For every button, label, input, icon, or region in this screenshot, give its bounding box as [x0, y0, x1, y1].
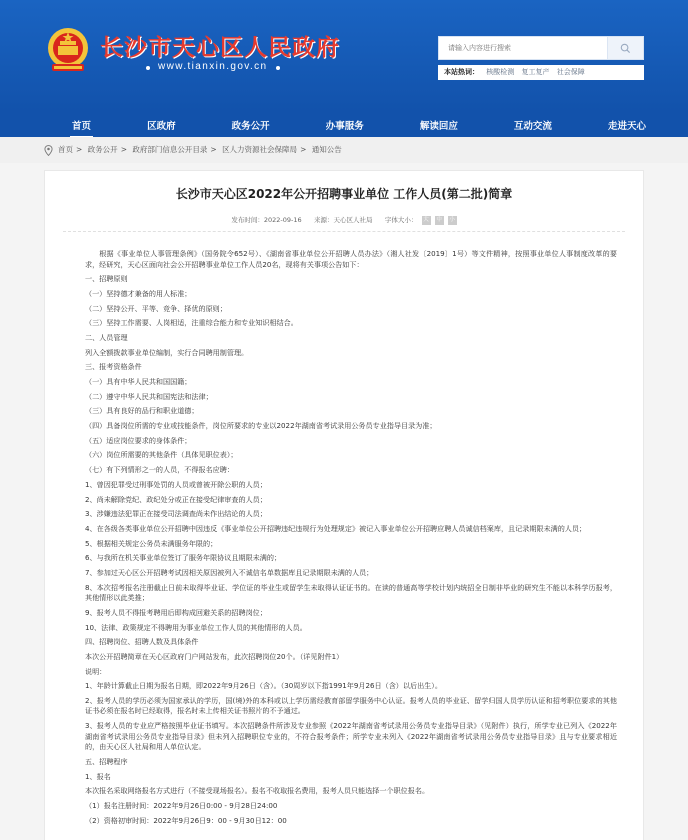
nav-about[interactable]: 走进天心: [607, 120, 646, 132]
publish-date: 发布时间：2022-09-16: [231, 216, 302, 224]
article-paragraph: 3、报考人员的专业应严格按照毕业证书填写。本次招聘条件所涉及专业参照《2022年湖南省考试录用公务员专业指导目录》（见附件）执行，所学专业已列入《2022年湖南省考试录用公务员专业指导目录》但未列入招聘职位专业的，不符合报考条件；所学专业未列入《2022年湖南省考试录用公务员专业指导目录》且与专业要求相近的，由天心区人社局和用人单位认定。: [85, 721, 617, 752]
site-url: [158, 61, 268, 72]
hot-word-link[interactable]: 核酸检测: [486, 68, 515, 76]
site-header: [0, 0, 688, 112]
national-emblem-icon: [46, 26, 90, 74]
dot-icon: [146, 66, 150, 70]
hot-word-link[interactable]: 复工复产: [521, 68, 550, 76]
hot-words-bar: [438, 65, 644, 80]
article-paragraph: 9、报考人员不得报考聘用后即构成回避关系的招聘岗位；: [85, 607, 267, 617]
article-paragraph: 四、招聘岗位、招聘人数及具体条件: [85, 637, 199, 647]
article-source: 来源：天心区人社局: [314, 216, 373, 224]
article-paragraph: 一、招聘原则: [85, 274, 128, 284]
article-paragraph: 五、招聘程序: [85, 756, 128, 766]
article-paragraph: （三）坚持工作需要、人岗相适，注重综合能力和专业知识相结合。: [85, 318, 298, 328]
site-url-text: www.tianxin.gov.cn: [158, 61, 268, 72]
hot-word-link[interactable]: 社会保障: [556, 68, 585, 76]
breadcrumb: 首页 > 政务公开 > 政府部门信息公开目录 > 区人力资源社会保障局 > 通知公告: [0, 137, 688, 163]
dot-icon: [276, 66, 280, 70]
site-title[interactable]: 长沙市天心区人民政府: [100, 34, 340, 61]
article-paragraph: （四）具备岗位所需的专业或技能条件，岗位所要求的专业以2022年湖南省考试录用公务员专业指导目录为准；: [85, 421, 437, 431]
article-body: [85, 249, 617, 830]
article-paragraph: 列入全额拨款事业单位编制，实行合同聘用制管理。: [85, 347, 249, 357]
article-paragraph: （一）具有中华人民共和国国籍；: [85, 377, 192, 386]
article-paragraph: 10、法律、政策规定不得聘用为事业单位工作人员的其他情形的人员。: [85, 622, 307, 632]
article-paragraph: 2、报考人员的学历必须为国家承认的学历，国(境)外的本科或以上学历需经教育部留学服务中心认证。报考人员的毕业证、留学归国人员学历认证和招考职位要求的其他证书必须在报名时已经取得，报名时未上传相关证书照片的不予通过。: [85, 695, 617, 716]
nav-interpretation[interactable]: 解读回应: [419, 120, 458, 132]
article-paragraph: 本次报名采取网络报名方式进行（不接受现场报名）。报名不收取报名费用，报考人员只能选择一个职位报名。: [85, 786, 430, 796]
search-button[interactable]: [607, 37, 643, 59]
breadcrumb-item[interactable]: 政府部门信息公开目录: [132, 145, 208, 154]
article-paragraph: 2、尚未解除党纪、政纪处分或正在接受纪律审查的人员；: [85, 494, 267, 504]
article-paragraph: （五）适应岗位要求的身体条件；: [85, 435, 192, 445]
divider: [63, 231, 625, 232]
article-panel: [44, 170, 644, 840]
article-paragraph: （二）坚持公开、平等、竞争、择优的原则；: [85, 303, 227, 313]
article-paragraph: （一）坚持德才兼备的用人标准；: [85, 288, 192, 298]
article-paragraph: 1、年龄计算截止日期为报名日期，即2022年9月26日（含）。（30周岁以下指1991年9月26日（含）以后出生）。: [85, 681, 442, 691]
article-paragraph: （2）资格初审时间：2022年9月26日9：00 - 9月30日12：00: [85, 815, 287, 825]
nav-government-affairs[interactable]: 政务公开: [231, 120, 270, 132]
article-paragraph: 说明：: [85, 666, 107, 676]
article-paragraph: 6、与我所在机关事业单位签订了服务年限协议且期限未满的；: [85, 553, 282, 563]
article-paragraph: 1、报名: [85, 771, 111, 781]
article-paragraph: （二）遵守中华人民共和国宪法和法律；: [85, 391, 213, 401]
font-size-label: 字体大小：: [384, 216, 418, 224]
article-paragraph: 3、涉嫌违法犯罪正在接受司法调查尚未作出结论的人员；: [85, 509, 267, 519]
article-paragraph: 8、本次招考报名注册截止日前未取得毕业证、学位证的毕业生或留学生未取得认证证书的。在读的普通高等学校计划内统招全日制非毕业的研究生不能以本科学历报考，其他情形以此类推；: [85, 582, 617, 603]
article-paragraph: 4、在各级各类事业单位公开招聘中因违反《事业单位公开招聘违纪违规行为处理规定》被记入事业单位公开招聘应聘人员诚信档案库，且记录期限未满的人员；: [85, 523, 587, 533]
article-meta: [45, 215, 643, 225]
article-paragraph: 1、曾因犯罪受过刑事处罚的人员或曾被开除公职的人员；: [85, 479, 267, 489]
breadcrumb-item[interactable]: 首页: [58, 145, 73, 154]
article-paragraph: 5、根据相关规定公务员未满服务年限的；: [85, 538, 218, 548]
nav-home[interactable]: 首页: [72, 118, 91, 132]
article-paragraph: 三、报考资格条件: [85, 362, 142, 372]
article-title: 长沙市天心区2022年公开招聘事业单位 工作人员(第二批)简章: [175, 187, 513, 201]
article-paragraph: （1）报名注册时间：2022年9月26日0:00 - 9月28日24:00: [85, 800, 278, 810]
search-box: [438, 36, 644, 60]
article-paragraph: （七）有下列情形之一的人员，不得报名应聘：: [85, 465, 234, 475]
breadcrumb-item[interactable]: 区人力资源社会保障局: [222, 145, 298, 154]
nav-services[interactable]: 办事服务: [325, 120, 364, 132]
location-pin-icon: [44, 145, 53, 156]
article-paragraph: （三）具有良好的品行和职业道德；: [85, 406, 199, 416]
search-icon: [620, 43, 631, 54]
breadcrumb-item[interactable]: 政务公开: [87, 145, 118, 154]
main-nav: [0, 112, 688, 137]
hot-words-label: 本站热词：: [444, 68, 479, 76]
article-paragraph: 本次公开招聘简章在天心区政府门户网站发布，此次招聘岗位20个。（详见附件1）: [85, 651, 344, 661]
nav-interaction[interactable]: 互动交流: [513, 120, 552, 132]
font-size-medium-button[interactable]: 中: [436, 216, 442, 223]
nav-district-government[interactable]: 区政府: [147, 120, 176, 132]
article-paragraph: 根据《事业单位人事管理条例》（国务院令652号）、《湖南省事业单位公开招聘人员办法》（湘人社发〔2019〕1号）等文件精神，按照事业单位人事制度改革的要求，经研究，天心区面向社会公开招聘事业单位工作人员20名，现将有关事项公告如下：: [85, 249, 617, 269]
article-paragraph: 7、参加过天心区公开招聘考试因相关原因被列入不诚信名单数据库且记录期限未满的人员；: [85, 567, 374, 577]
font-size-small-button[interactable]: 小: [449, 216, 455, 223]
article-paragraph: 二、人员管理: [85, 332, 128, 342]
search-input[interactable]: [439, 37, 607, 59]
breadcrumb-item[interactable]: 通知公告: [311, 145, 342, 154]
font-size-large-button[interactable]: 大: [423, 216, 429, 223]
article-paragraph: （六）岗位所需要的其他条件（具体见职位表）；: [85, 450, 238, 460]
